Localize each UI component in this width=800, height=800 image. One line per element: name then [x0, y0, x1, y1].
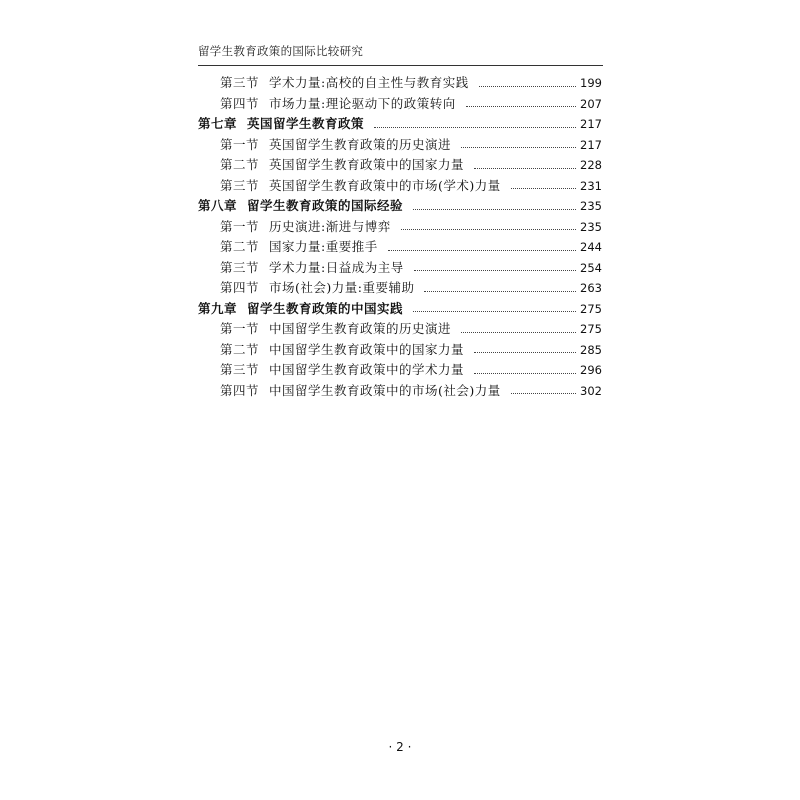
- dot-leader: [479, 86, 576, 87]
- toc-entry-page: 244: [580, 240, 602, 254]
- toc-entry-title: 留学生教育政策的中国实践: [247, 300, 404, 316]
- toc-chapter-entry: [198, 114, 602, 135]
- dot-leader: [461, 147, 576, 148]
- toc-section-entry: [198, 319, 602, 340]
- toc-entry-title: 英国留学生教育政策: [247, 116, 365, 131]
- dot-leader: [474, 352, 576, 353]
- toc-entry-title: 中国留学生教育政策的历史演进: [269, 321, 452, 336]
- toc-entry-title: 学术力量:日益成为主导: [269, 259, 404, 275]
- toc-entry-page: 235: [580, 219, 602, 234]
- toc-section-entry: [198, 176, 602, 197]
- toc-section-entry: [198, 360, 602, 381]
- toc-entry-page: 199: [580, 76, 602, 90]
- toc-entry-title: 英国留学生教育政策中的市场(学术)力量: [269, 177, 501, 193]
- toc-entry-page: 235: [580, 199, 602, 213]
- toc-entry-title: 学术力量:高校的自主性与教育实践: [269, 75, 469, 90]
- dot-leader: [474, 168, 576, 169]
- toc-entry-number: 第九章: [198, 300, 238, 316]
- toc-section-entry: [198, 258, 602, 279]
- dot-leader: [511, 188, 576, 189]
- toc-entry-number: 第三节: [220, 75, 260, 90]
- dot-leader: [374, 127, 576, 128]
- toc-entry-page: 217: [580, 137, 602, 152]
- header-rule: [198, 65, 603, 66]
- toc-entry-number: 第二节: [220, 239, 260, 254]
- toc-entry-page: 302: [580, 383, 602, 398]
- dot-leader: [413, 311, 576, 312]
- running-head: 留学生教育政策的国际比较研究: [198, 44, 364, 58]
- table-of-contents: [198, 73, 602, 401]
- toc-entry-number: 第二节: [220, 341, 260, 357]
- toc-section-entry: [198, 217, 602, 238]
- dot-leader: [413, 209, 576, 210]
- toc-entry-title: 历史演进:渐进与博弈: [269, 218, 391, 234]
- toc-entry-page: 296: [580, 363, 602, 377]
- toc-entry-number: 第四节: [220, 382, 260, 398]
- dot-leader: [474, 373, 576, 374]
- toc-entry-title: 英国留学生教育政策中的国家力量: [269, 157, 465, 172]
- toc-entry-page: 231: [580, 178, 602, 193]
- toc-entry-number: 第三节: [220, 259, 260, 275]
- toc-entry-number: 第一节: [220, 218, 260, 234]
- toc-section-entry: [198, 381, 602, 402]
- toc-entry-page: 217: [580, 117, 602, 131]
- toc-entry-title: 留学生教育政策的国际经验: [247, 198, 404, 213]
- toc-section-entry: [198, 94, 602, 115]
- toc-entry-title: 市场(社会)力量:重要辅助: [269, 280, 415, 295]
- toc-entry-number: 第三节: [220, 362, 260, 377]
- toc-entry-title: 中国留学生教育政策中的学术力量: [269, 362, 465, 377]
- toc-entry-number: 第二节: [220, 157, 260, 172]
- toc-entry-page: 254: [580, 260, 602, 275]
- toc-entry-title: 国家力量:重要推手: [269, 239, 378, 254]
- toc-entry-number: 第七章: [198, 116, 238, 131]
- dot-leader: [414, 270, 576, 271]
- dot-leader: [388, 250, 576, 251]
- toc-chapter-entry: [198, 196, 602, 217]
- toc-entry-page: 263: [580, 281, 602, 295]
- page-number: · 2 ·: [388, 740, 412, 754]
- toc-entry-title: 中国留学生教育政策中的国家力量: [269, 341, 465, 357]
- toc-entry-number: 第一节: [220, 321, 260, 336]
- toc-entry-number: 第三节: [220, 177, 260, 193]
- toc-entry-page: 285: [580, 342, 602, 357]
- toc-entry-page: 207: [580, 96, 602, 111]
- toc-entry-number: 第四节: [220, 280, 260, 295]
- toc-entry-title: 中国留学生教育政策中的市场(社会)力量: [269, 382, 501, 398]
- dot-leader: [401, 229, 576, 230]
- toc-entry-number: 第四节: [220, 95, 260, 111]
- toc-entry-page: 275: [580, 322, 602, 336]
- toc-section-entry: [198, 278, 602, 299]
- toc-entry-number: 第一节: [220, 136, 260, 152]
- dot-leader: [511, 393, 576, 394]
- toc-entry-title: 英国留学生教育政策的历史演进: [269, 136, 452, 152]
- toc-entry-page: 275: [580, 301, 602, 316]
- toc-section-entry: [198, 340, 602, 361]
- toc-entry-title: 市场力量:理论驱动下的政策转向: [269, 95, 456, 111]
- toc-chapter-entry: [198, 299, 602, 320]
- toc-section-entry: [198, 73, 602, 94]
- toc-section-entry: [198, 135, 602, 156]
- toc-entry-number: 第八章: [198, 198, 238, 213]
- dot-leader: [424, 291, 576, 292]
- dot-leader: [461, 332, 576, 333]
- dot-leader: [466, 106, 576, 107]
- toc-section-entry: [198, 155, 602, 176]
- toc-section-entry: [198, 237, 602, 258]
- toc-entry-page: 228: [580, 158, 602, 172]
